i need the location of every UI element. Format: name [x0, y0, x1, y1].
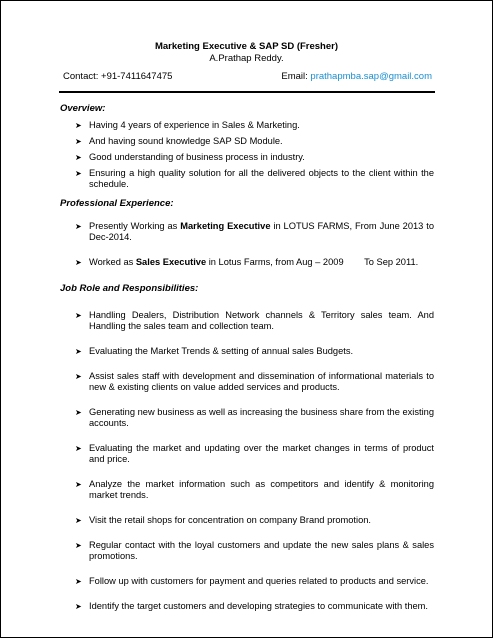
overview-heading: Overview: — [60, 103, 106, 114]
experience-list — [75, 221, 434, 282]
contact-phone: Contact: +91-7411647475 — [63, 71, 173, 82]
list-item: ➤ Evaluating the Market Trends & setting of annual sales Budgets. — [75, 346, 354, 356]
arrow-bullet-icon: ➤ — [75, 602, 82, 611]
contact-email — [281, 71, 432, 82]
list-item: ➤ Good understanding of business process in industry. — [75, 152, 305, 162]
arrow-bullet-icon: ➤ — [75, 480, 82, 489]
list-item: ➤ Evaluating the market and updating over the market changes in terms of product and price. — [75, 443, 434, 464]
resume-title: Marketing Executive & SAP SD (Fresher) — [154, 41, 339, 52]
list-item: ➤ Follow up with customers for payment and queries related to products and service. — [75, 576, 429, 586]
arrow-bullet-icon: ➤ — [75, 408, 82, 417]
list-item: ➤ Handling Dealers, Distribution Network channels & Territory sales team. And Handling the sales team and collection team. — [75, 310, 434, 331]
arrow-bullet-icon: ➤ — [75, 121, 82, 130]
arrow-bullet-icon: ➤ — [75, 311, 82, 320]
list-item: ➤ Assist sales staff with development and dissemination of informational materials to new & existing clients on value added services and products. — [75, 371, 434, 392]
email-link[interactable]: prathapmba.sap@gmail.com — [310, 71, 432, 82]
list-item: ➤ Generating new business as well as increasing the business share from the existing accounts. — [75, 407, 434, 428]
arrow-bullet-icon: ➤ — [75, 516, 82, 525]
arrow-bullet-icon: ➤ — [75, 137, 82, 146]
arrow-bullet-icon: ➤ — [75, 347, 82, 356]
arrow-bullet-icon: ➤ — [75, 222, 82, 231]
list-item: ➤ Visit the retail shops for concentration on company Brand promotion. — [75, 515, 371, 525]
list-item: ➤ Identify the target customers and developing strategies to communicate with them. — [75, 601, 428, 611]
list-item: ➤ Regular contact with the loyal customers and update the new sales plans & sales promotions. — [75, 540, 434, 561]
list-item: ➤ Presently Working as Marketing Executive in LOTUS FARMS, From June 2013 to Dec-2014. — [75, 221, 434, 242]
overview-list — [75, 120, 434, 195]
arrow-bullet-icon: ➤ — [75, 169, 82, 178]
list-item: ➤ Analyze the market information such as competitors and identify & monitoring market trends. — [75, 479, 434, 500]
arrow-bullet-icon: ➤ — [75, 577, 82, 586]
list-item: ➤ Ensuring a high quality solution for all the delivered objects to the client within the schedule. — [75, 168, 434, 189]
header-divider — [59, 91, 435, 93]
list-item: ➤ Worked as Sales Executive in Lotus Farms, from Aug – 2009 To Sep 2011. — [75, 257, 419, 267]
list-item: ➤ Having 4 years of experience in Sales & Marketing. — [75, 120, 300, 130]
candidate-name: A.Prathap Reddy. — [209, 53, 284, 64]
arrow-bullet-icon: ➤ — [75, 372, 82, 381]
job-title: Sales Executive — [135, 257, 207, 267]
email-label: Email: — [281, 71, 311, 82]
list-item: ➤ And having sound knowledge SAP SD Module. — [75, 136, 283, 146]
roles-list — [75, 310, 434, 626]
arrow-bullet-icon: ➤ — [75, 541, 82, 550]
experience-heading: Professional Experience: — [60, 198, 174, 209]
arrow-bullet-icon: ➤ — [75, 258, 82, 267]
roles-heading: Job Role and Responsibilities: — [60, 283, 199, 294]
arrow-bullet-icon: ➤ — [75, 153, 82, 162]
arrow-bullet-icon: ➤ — [75, 444, 82, 453]
contact-line — [63, 71, 432, 82]
job-title: Marketing Executive — [180, 221, 271, 231]
